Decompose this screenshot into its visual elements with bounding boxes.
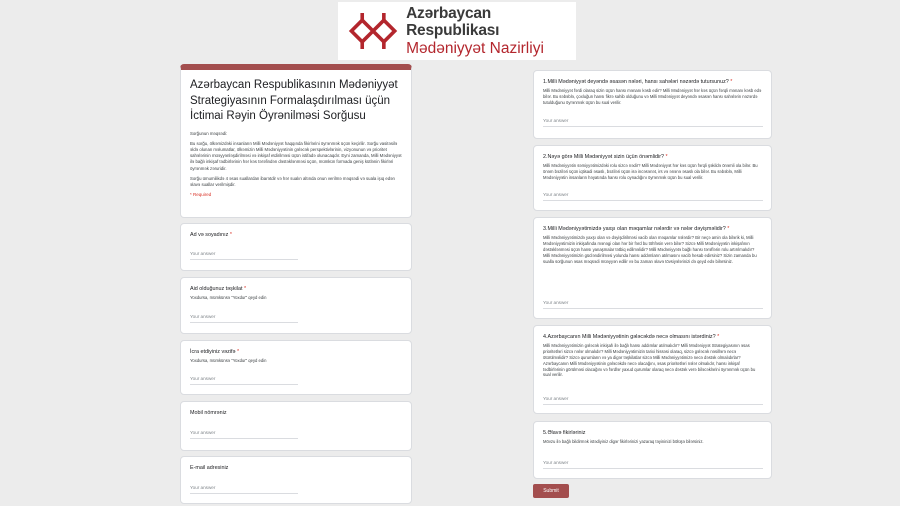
required-note: * Required	[190, 192, 212, 198]
question-title: 5.Əlavə fikirləriniz	[543, 430, 586, 436]
question-hint: Yoxdursa, mümkünsə "Yoxdur" qeyd edin	[190, 358, 267, 363]
ministry-logo	[338, 2, 576, 60]
question-description: Milli Mədəniyyət fərdi olaraq sizin üçün hansı mənanı kəsb edir? Milli Mədəniyyət hər kəs üçün fərqli mənanı kəsb edə bilər. Bu səbəblə, çoxluğun hansı fikrə sahib olduğunu və Milli Mədəniyyət deyəndə əsasən hansı sahələrin nəzərdə tutulduğunu öyrənmək üçün bu sual verilir.	[543, 88, 762, 105]
question-card-1	[533, 70, 772, 139]
answer-input-organization[interactable]: Your answer	[190, 314, 298, 323]
logo-line2: Mədəniyyət Nazirliyi	[406, 39, 544, 57]
answer-input-mobile[interactable]: Your answer	[190, 430, 298, 439]
question-card-mobile	[180, 401, 412, 451]
question-card-position	[180, 340, 412, 395]
question-title: 2.Nəyə görə Milli Mədəniyyət sizin üçün önəmlidir? *	[543, 154, 668, 160]
question-title: E-mail adresiniz	[190, 465, 229, 471]
question-card-5	[533, 421, 772, 479]
purpose-label: Sorğunun məqsədi:	[190, 130, 228, 136]
answer-input-email[interactable]: Your answer	[190, 485, 298, 494]
question-title: 4.Azərbaycanın Milli Mədəniyyətinin gələcəkdə necə olmasını istərdiniz? *	[543, 334, 720, 340]
question-hint: Yoxdursa, mümkünsə "Yoxdur" qeyd edin	[190, 295, 267, 300]
form-intro: Bu sorğu, ölkəmizdəki insanların Milli Mədəniyyət haqqında fikirlərini öyrənmək üçün keçirilir. Sorğu vasitəsilə əldə olunan məlumatlar, ölkəmizin Milli Mədəniyyətinin gələcək perspektivlərinin, vizyonunun və prioritet sahələrinin müəyyənləşdirilməsi və inkişaf etdirilməsi üçün istifadə olunacaqdır. Eyni zamanda, Milli Mədəniyyət ilə bağlı inkişaf tədbirlərinin hər kəs tərəfindən dəstəklənməsi üçün, mümkün formada geniş kütlənin fikirləri öyrənmək zəruridir.	[190, 140, 402, 171]
question-description: Milli Mədəniyyətimizdə yaxşı olan və dəyişdirilməsi vacib olan məqamlar nələrdir? Bir neçə amin ola bilərik ki, Milli Mədəniyyətimizin inkişafında mənəgi olan hər bir fərd bu töhfəsin verə bilər? Sizcə Milli Mədəniyyətin inkişafının dəstəklənməsi üçün hansı yanaşmalar tətbiq edilməlidir? Milli Mədəniyyətə bağlı hansı tərəflərin rolu artırılmalıdır? Milli Mədəniyyətimizin gücləndirilməsi yolunda hansı addımların atılmasını vacib hesab edirsiniz? Sizin zamanda bu sualla sorğunun əsas məqsədi müəyyən edilir və bu zaman əlavə tövsiyələrinizi də qeyd edə bilərsiniz.	[543, 235, 757, 264]
question-description: Milli Mədəniyyətin səmiyyətimizdəki rolu sizcə nədir? Milli Mədəniyyət hər kəs üçün fərqli şəkildə önəmli ola bilər. Bu önəm bəziləri üçün iqtisadi əsaslı, bəziləri üçün isə incəsənət, irs və ənənə əsaslı ola bilər. Bu səbəblə, Milli Mədəniyyətin insanların həyatında hansı rolu oynadığını öyrənmək üçün bu sual verilir.	[543, 163, 758, 180]
question-card-3	[533, 217, 772, 319]
question-title: Mobil nömrəniz	[190, 410, 227, 416]
question-description: Milli Mədəniyyətimizin gələcək inkişafı ilə bağlı hansı addımlar atılmalıdır? Milli Mədəniyyət Strategiyasının əsas prioritetləri sizcə nələr olmalıdır? Milli Mədəniyyətimizin tarixi hissəsi olaraq, sizcə gələcək nəsillərə necə ötürülməlidir? Sizcə qurumların və ya digər təşkilatlar sizcə Milli Mədəniyyətimizə necə dəstək olmalıdırlar? Azərbaycanın Milli Mədəniyyətinin gələcəkdə necə olacağını, əsas prioritetləri nələr olmalıdır, hansı inkişaf tədbirlərinin görülməsi olacağını və fərdlər yaxud qurumlar olaraq necə dəstək verə biləcəklərini öyrənmək üçün bu sual verilir.	[543, 343, 756, 378]
question-title: Ad və soyadınız *	[190, 232, 232, 238]
answer-input-name[interactable]: Your answer	[190, 251, 298, 260]
answer-input-q2[interactable]: Your answer	[543, 192, 763, 201]
logo-line1: Azərbaycan Respublikası	[406, 5, 500, 40]
question-title: 3.Milli Mədəniyyətimizdə yaxşı olan məqamlar nələrdir və nələr dəyişməlidir? *	[543, 226, 730, 232]
question-card-name	[180, 223, 412, 271]
question-title: İcra etdiyiniz vəzifə *	[190, 349, 240, 355]
question-description: Mövzu ilə bağlı bildirmək istədiyiniz digər fikirlərinizi yazaraq təyininizi bölüşə bilərsiniz.	[543, 439, 704, 444]
question-card-2	[533, 145, 772, 211]
question-card-organization	[180, 277, 412, 334]
question-title: 1.Milli Mədəniyyət deyəndə əsasən nələri, hansı sahələri nəzərdə tutursunuz? *	[543, 79, 733, 85]
submit-button[interactable]: Submit	[533, 484, 569, 498]
form-structure: Sorğu ümumilikdə 4 əsas suallardan ibarətdir və hər sualın altında onun verilmə məqsədi və suala işıq edən əlavə suallar verilmişdir.	[190, 175, 395, 188]
answer-input-q1[interactable]: Your answer	[543, 118, 763, 127]
form-header-card	[180, 64, 412, 218]
answer-input-q4[interactable]: Your answer	[543, 396, 763, 405]
question-card-4	[533, 325, 772, 414]
question-card-email	[180, 456, 412, 504]
ornament-icon	[346, 8, 400, 54]
answer-input-q3[interactable]: Your answer	[543, 300, 763, 309]
answer-input-position[interactable]: Your answer	[190, 376, 298, 385]
form-title: Azərbaycan Respublikasının Mədəniyyət Strategiyasının Formalaşdırılması üçün İctimai Rəyin Öyrənilməsi Sorğusu	[190, 79, 398, 123]
answer-input-q5[interactable]: Your answer	[543, 460, 763, 469]
question-title: Aid olduğunuz təşkilat *	[190, 286, 247, 292]
